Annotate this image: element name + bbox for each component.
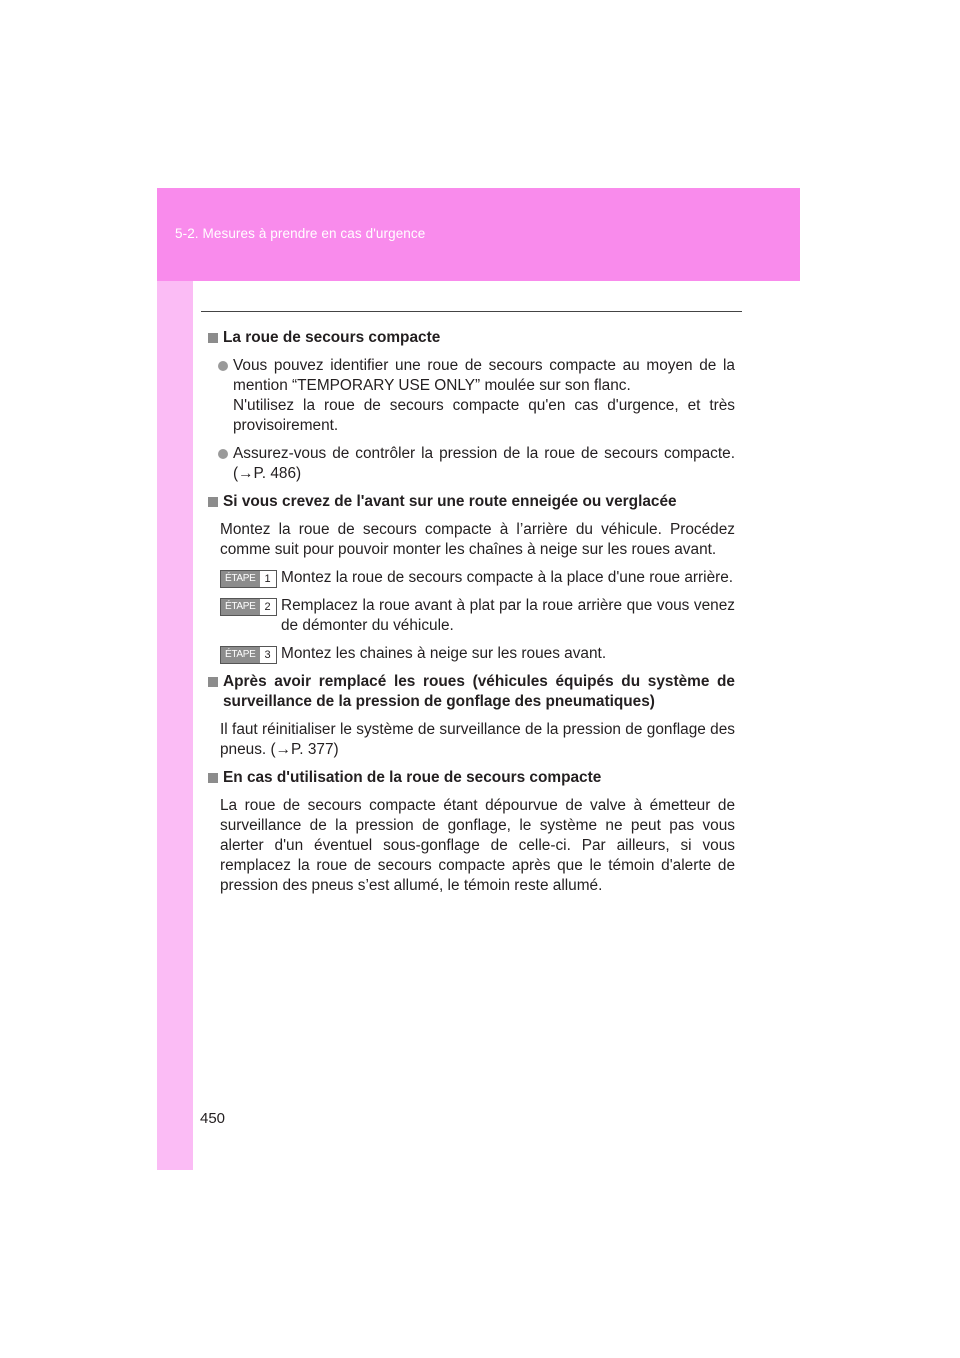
bullet-item: Assurez-vous de contrôler la pression de la roue de secours compacte. (→P. 486): [207, 444, 735, 484]
heading-route-enneigee: Si vous crevez de l'avant sur une route enneigée ou verglacée: [207, 492, 735, 512]
square-bullet-icon: [208, 773, 218, 783]
side-band: [157, 188, 193, 1170]
step-badge: ÉTAPE 2: [220, 598, 277, 616]
step-item: ÉTAPE 2 Remplacez la roue avant à plat par la roue arrière que vous venez de démonter du véhicule.: [207, 596, 735, 636]
step-item: ÉTAPE 3 Montez les chaines à neige sur les roues avant.: [207, 644, 735, 664]
square-bullet-icon: [208, 497, 218, 507]
divider: [201, 311, 742, 312]
square-bullet-icon: [208, 333, 218, 343]
paragraph: Montez la roue de secours compacte à l’arrière du véhicule. Procédez comme suit pour pouvoir monter les chaînes à neige sur les roues avant.: [220, 521, 735, 558]
heading-utilisation-roue: En cas d'utilisation de la roue de secours compacte: [207, 768, 735, 788]
square-bullet-icon: [208, 677, 218, 687]
bullet-item: Vous pouvez identifier une roue de secours compacte au moyen de la mention “TEMPORARY USE ONLY” moulée sur son flanc. N'utilisez la roue de secours compacte qu'en cas d'urgence, et très provisoirement.: [207, 356, 735, 436]
round-bullet-icon: [218, 449, 228, 459]
page-number: 450: [200, 1110, 226, 1127]
step-badge: ÉTAPE 3: [220, 646, 277, 664]
step-item: ÉTAPE 1 Montez la roue de secours compacte à la place d'une roue arrière.: [207, 568, 735, 588]
heading-roue-secours: La roue de secours compacte: [207, 328, 735, 348]
step-badge: ÉTAPE 1: [220, 570, 277, 588]
paragraph: Il faut réinitialiser le système de surveillance de la pression de gonflage des pneus. (→P. 377): [220, 721, 735, 758]
content: [207, 328, 735, 904]
section-title: 5-2. Mesures à prendre en cas d'urgence: [175, 226, 426, 241]
round-bullet-icon: [218, 361, 228, 371]
heading-apres-remplacement: Après avoir remplacé les roues (véhicules équipés du système de surveillance de la pression de gonflage des pneumatiques): [207, 672, 735, 712]
paragraph: La roue de secours compacte étant dépourvue de valve à émetteur de surveillance de la pression de gonflage, le système ne peut pas vous alerter d'un éventuel sous-gonflage de celle-ci. Par ailleurs, si vous remplacez la roue de secours compacte après que le témoin d'alerte de pression des pneus s’est allumé, le témoin reste allumé.: [220, 797, 735, 894]
